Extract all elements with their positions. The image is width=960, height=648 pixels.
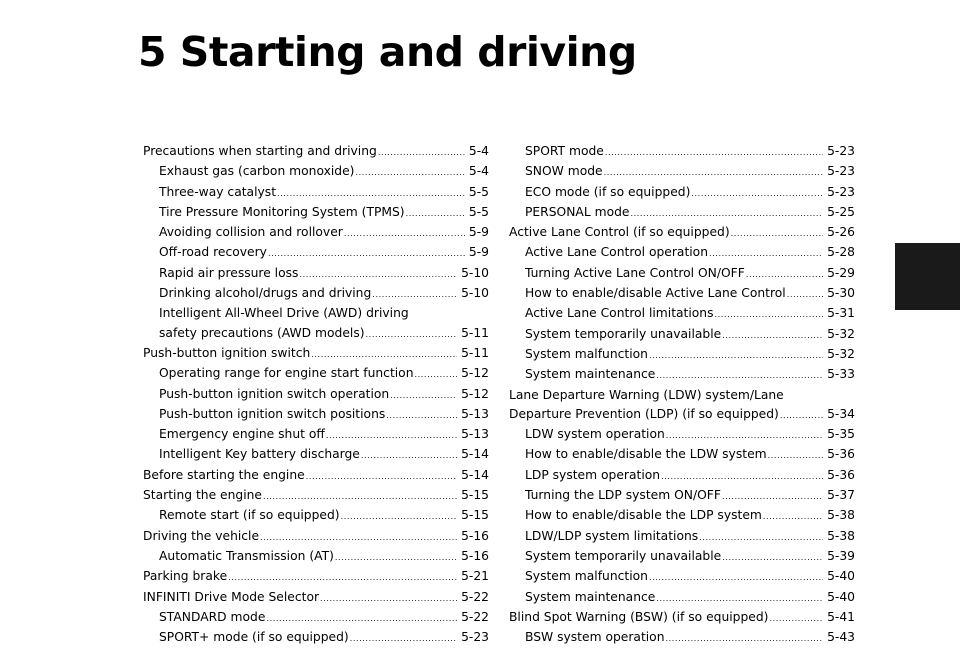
toc-entry-before-starting-the-engine[interactable] (143, 466, 489, 486)
dot-leader (666, 426, 823, 445)
toc-entry-system-maintenance[interactable] (525, 588, 855, 608)
toc-entry-title: SPORT mode (525, 144, 604, 158)
toc-entry-page-number: 5-14 (461, 447, 489, 462)
toc-entry-title: System maintenance (525, 367, 656, 382)
toc-entry-title: Push-button ignition switch operation (159, 386, 390, 401)
toc-entry-title: Automatic Transmission (AT) (159, 548, 334, 563)
dot-leader (666, 629, 824, 648)
toc-entry-page-number: 5-26 (827, 225, 855, 240)
toc-entry-page-number: 5-13 (461, 427, 489, 442)
dot-leader (335, 548, 457, 567)
toc-entry-page-number: 5-39 (827, 548, 855, 563)
toc-entry-page-number: 5-23 (461, 630, 489, 645)
toc-entry-bsw-system-operation[interactable] (525, 628, 855, 648)
dot-leader (605, 143, 823, 162)
toc-entry-off-road-recovery[interactable] (159, 243, 489, 263)
toc-entry-title: Active Lane Control limitations (525, 306, 714, 321)
toc-entry-page-number: 5-9 (468, 245, 489, 260)
dot-leader (299, 265, 457, 284)
toc-entry-avoiding-collision-and-rollover[interactable] (159, 223, 489, 243)
toc-entry-title: How to enable/disable the LDW system (525, 447, 767, 462)
toc-entry-how-to-enable-disable-active-lane-control[interactable] (525, 284, 855, 304)
toc-entry-title: STANDARD mode (159, 609, 266, 624)
toc-entry-push-button-ignition-switch[interactable] (143, 344, 489, 364)
toc-entry-page-number: 5-36 (827, 447, 855, 462)
dot-leader (378, 143, 465, 162)
toc-entry-page-number: 5-9 (468, 225, 489, 240)
dot-leader (341, 507, 458, 526)
dot-leader (656, 366, 823, 385)
chapter-title: 5 Starting and driving (138, 28, 637, 76)
toc-entry-remote-start-if-so-equipped[interactable] (159, 506, 489, 526)
toc-entry-title: Turning the LDP system ON/OFF (525, 488, 721, 503)
toc-entry-exhaust-gas-carbon-monoxide[interactable] (159, 162, 489, 182)
toc-entry-personal-mode[interactable] (525, 203, 855, 223)
chapter-thumb-tab (895, 243, 960, 310)
toc-entry-title: Drinking alcohol/drugs and driving (159, 286, 372, 301)
toc-entry-title: Avoiding collision and rollover (159, 225, 343, 240)
toc-entry-page-number: 5-4 (468, 164, 489, 179)
toc-entry-page-number: 5-13 (461, 406, 489, 421)
toc-entry-page-number: 5-40 (827, 569, 855, 584)
toc-entry-system-temporarily-unavailable[interactable] (525, 547, 855, 567)
toc-entry-system-maintenance[interactable] (525, 365, 855, 385)
toc-entry-sport-mode[interactable] (525, 142, 855, 162)
toc-entry-title: LDP system operation (525, 467, 661, 482)
dot-leader (763, 507, 823, 526)
dot-leader (604, 163, 823, 182)
toc-entry-page-number: 5-12 (461, 386, 489, 401)
toc-entry-precautions-when-starting-and-driving[interactable] (143, 142, 489, 162)
toc-entry-snow-mode[interactable] (525, 162, 855, 182)
toc-entry-three-way-catalyst[interactable] (159, 183, 489, 203)
dot-leader (722, 548, 823, 567)
toc-entry-page-number: 5-32 (827, 346, 855, 361)
toc-entry-title: Driving the vehicle (143, 528, 260, 543)
toc-entry-title: Operating range for engine start function (159, 366, 414, 381)
toc-entry-page-number: 5-37 (827, 488, 855, 503)
toc-entry-page-number: 5-28 (827, 245, 855, 260)
toc-entry-ldw-system-operation[interactable] (525, 425, 855, 445)
toc-entry-intelligent-all-wheel-drive-awd-driving-safety-precautions-awd-models[interactable] (159, 304, 489, 344)
toc-entry-title: Exhaust gas (carbon monoxide) (159, 164, 355, 179)
dot-leader (350, 629, 457, 648)
toc-entry-title: Departure Prevention (LDP) (if so equipped) (509, 406, 779, 421)
toc-entry-title: Precautions when starting and driving (143, 144, 377, 158)
toc-entry-page-number: 5-23 (827, 144, 855, 158)
toc-entry-page-number: 5-30 (827, 286, 855, 301)
dot-leader (406, 204, 465, 223)
dot-leader (746, 265, 823, 284)
toc-entry-title: Intelligent Key battery discharge (159, 447, 360, 462)
toc-entry-title-line: Intelligent All-Wheel Drive (AWD) driving (159, 306, 409, 321)
toc-entry-page-number: 5-35 (827, 427, 855, 442)
toc-entry-ldp-system-operation[interactable] (525, 466, 855, 486)
toc-entry-title: Active Lane Control (if so equipped) (509, 225, 730, 240)
toc-entry-title: Push-button ignition switch (143, 345, 311, 360)
toc-entry-page-number: 5-31 (827, 306, 855, 321)
toc-entry-push-button-ignition-switch-positions[interactable] (159, 405, 489, 425)
toc-entry-title: Rapid air pressure loss (159, 265, 299, 280)
toc-entry-active-lane-control-if-so-equipped[interactable] (509, 223, 855, 243)
dot-leader (326, 426, 457, 445)
dot-leader (731, 224, 823, 243)
toc-entry-title: safety precautions (AWD models) (159, 325, 365, 340)
dot-leader (372, 285, 457, 304)
dot-leader (263, 487, 457, 506)
toc-entry-title: ECO mode (if so equipped) (525, 184, 691, 199)
toc-entry-page-number: 5-34 (827, 406, 855, 421)
toc-entry-page-number: 5-36 (827, 467, 855, 482)
toc-entry-title-line: Lane Departure Warning (LDW) system/Lane (509, 387, 784, 402)
toc-entry-system-malfunction[interactable] (525, 345, 855, 365)
toc-entry-turning-active-lane-control-on-off[interactable] (525, 264, 855, 284)
dot-leader (656, 589, 823, 608)
toc-entry-turning-the-ldp-system-on-off[interactable] (525, 486, 855, 506)
toc-entry-page-number: 5-22 (461, 609, 489, 624)
toc-entry-page-number: 5-4 (468, 144, 489, 158)
toc-entry-title: System malfunction (525, 346, 648, 361)
toc-entry-how-to-enable-disable-the-ldp-system[interactable] (525, 506, 855, 526)
toc-entry-infiniti-drive-mode-selector[interactable] (143, 588, 489, 608)
dot-leader (709, 244, 823, 263)
toc-entry-page-number: 5-29 (827, 265, 855, 280)
toc-entry-driving-the-vehicle[interactable] (143, 527, 489, 547)
dot-leader (344, 224, 465, 243)
toc-entry-page-number: 5-41 (827, 609, 855, 624)
toc-entry-push-button-ignition-switch-operation[interactable] (159, 385, 489, 405)
toc-entry-intelligent-key-battery-discharge[interactable] (159, 445, 489, 465)
toc-entry-page-number: 5-23 (827, 184, 855, 199)
toc-entry-page-number: 5-33 (827, 367, 855, 382)
toc-entry-how-to-enable-disable-the-ldw-system[interactable] (525, 445, 855, 465)
toc-entry-title: Turning Active Lane Control ON/OFF (525, 265, 745, 280)
dot-leader (228, 568, 457, 587)
dot-leader (768, 446, 823, 465)
dot-leader (661, 467, 823, 486)
dot-leader (361, 446, 457, 465)
toc-entry-page-number: 5-43 (827, 630, 855, 645)
toc-entry-page-number: 5-5 (468, 184, 489, 199)
toc-entry-title: System malfunction (525, 569, 648, 584)
toc-column-right (509, 142, 855, 648)
toc-entry-rapid-air-pressure-loss[interactable] (159, 264, 489, 284)
toc-entry-page-number: 5-14 (461, 467, 489, 482)
toc-entry-title: System maintenance (525, 589, 656, 604)
toc-entry-title: Off-road recovery (159, 245, 267, 260)
dot-leader (355, 163, 464, 182)
toc-entry-drinking-alcohol-drugs-and-driving[interactable] (159, 284, 489, 304)
toc-entry-emergency-engine-shut-off[interactable] (159, 425, 489, 445)
dot-leader (691, 184, 823, 203)
toc-entry-title: SNOW mode (525, 164, 603, 179)
toc-entry-automatic-transmission-at[interactable] (159, 547, 489, 567)
toc-column-left (143, 142, 489, 648)
dot-leader (386, 406, 457, 425)
toc-entry-page-number: 5-22 (461, 589, 489, 604)
dot-leader (699, 528, 823, 547)
toc-entry-title: SPORT+ mode (if so equipped) (159, 630, 349, 645)
toc-entry-page-number: 5-10 (461, 265, 489, 280)
toc-entry-title: BSW system operation (525, 630, 665, 645)
dot-leader (780, 406, 823, 425)
dot-leader (715, 305, 824, 324)
toc-entry-page-number: 5-32 (827, 326, 855, 341)
toc-entry-page-number: 5-12 (461, 366, 489, 381)
toc-entry-ldw-ldp-system-limitations[interactable] (525, 527, 855, 547)
toc-entry-operating-range-for-engine-start-function[interactable] (159, 364, 489, 384)
toc-entry-starting-the-engine[interactable] (143, 486, 489, 506)
dot-leader (649, 346, 823, 365)
dot-leader (268, 244, 465, 263)
dot-leader (260, 528, 457, 547)
dot-leader (649, 568, 823, 587)
toc-entry-lane-departure-warning-ldw-system-lane-departure-prevention-ldp-if-so-equipped[interactable] (509, 386, 855, 426)
toc-entry-page-number: 5-16 (461, 528, 489, 543)
toc-entry-title: Push-button ignition switch positions (159, 406, 386, 421)
toc-entry-title: Starting the engine (143, 488, 262, 503)
dot-leader (722, 326, 823, 345)
toc-entry-sport-mode-if-so-equipped[interactable] (159, 628, 489, 648)
toc-entry-page-number: 5-10 (461, 286, 489, 301)
dot-leader (390, 386, 457, 405)
dot-leader (415, 365, 458, 384)
toc-entry-active-lane-control-operation[interactable] (525, 243, 855, 263)
toc-entry-system-temporarily-unavailable[interactable] (525, 325, 855, 345)
toc-entry-page-number: 5-15 (461, 488, 489, 503)
toc-entry-title: Emergency engine shut off (159, 427, 325, 442)
toc-entry-eco-mode-if-so-equipped[interactable] (525, 183, 855, 203)
toc-entry-title: PERSONAL mode (525, 204, 630, 219)
toc-entry-active-lane-control-limitations[interactable] (525, 304, 855, 324)
dot-leader (630, 204, 823, 223)
toc-entry-title: Three-way catalyst (159, 184, 277, 199)
toc-entry-title: LDW system operation (525, 427, 665, 442)
toc-entry-title: Blind Spot Warning (BSW) (if so equipped) (509, 609, 769, 624)
toc-entry-title: INFINITI Drive Mode Selector (143, 589, 320, 604)
toc-entry-title: Parking brake (143, 569, 228, 584)
toc-entry-title: How to enable/disable the LDP system (525, 508, 762, 523)
toc-entry-title: Remote start (if so equipped) (159, 508, 340, 523)
toc-entry-title: Tire Pressure Monitoring System (TPMS) (159, 204, 405, 219)
dot-leader (311, 345, 457, 364)
dot-leader (266, 609, 457, 628)
dot-leader (306, 467, 457, 486)
toc-entry-title: System temporarily unavailable (525, 548, 722, 563)
dot-leader (320, 589, 457, 608)
dot-leader (366, 325, 458, 344)
toc-entry-title: System temporarily unavailable (525, 326, 722, 341)
toc-entry-page-number: 5-16 (461, 548, 489, 563)
toc-entry-title: How to enable/disable Active Lane Control (525, 286, 786, 301)
dot-leader (787, 285, 823, 304)
toc-entry-system-malfunction[interactable] (525, 567, 855, 587)
toc-entry-page-number: 5-23 (827, 164, 855, 179)
toc-entry-page-number: 5-25 (827, 204, 855, 219)
dot-leader (277, 184, 465, 203)
dot-leader (722, 487, 823, 506)
toc-entry-title: Active Lane Control operation (525, 245, 709, 260)
dot-leader (769, 609, 823, 628)
toc-entry-title: LDW/LDP system limitations (525, 528, 699, 543)
toc-entry-title: Before starting the engine (143, 467, 305, 482)
toc-entry-page-number: 5-40 (827, 589, 855, 604)
toc-entry-page-number: 5-38 (827, 508, 855, 523)
toc-entry-page-number: 5-21 (461, 569, 489, 584)
toc-entry-tire-pressure-monitoring-system-tpms[interactable] (159, 203, 489, 223)
toc-entry-page-number: 5-15 (461, 508, 489, 523)
toc-entry-page-number: 5-11 (461, 345, 489, 360)
toc-entry-page-number: 5-5 (468, 204, 489, 219)
toc-entry-page-number: 5-11 (461, 325, 489, 340)
toc-entry-parking-brake[interactable] (143, 567, 489, 587)
toc-entry-page-number: 5-38 (827, 528, 855, 543)
